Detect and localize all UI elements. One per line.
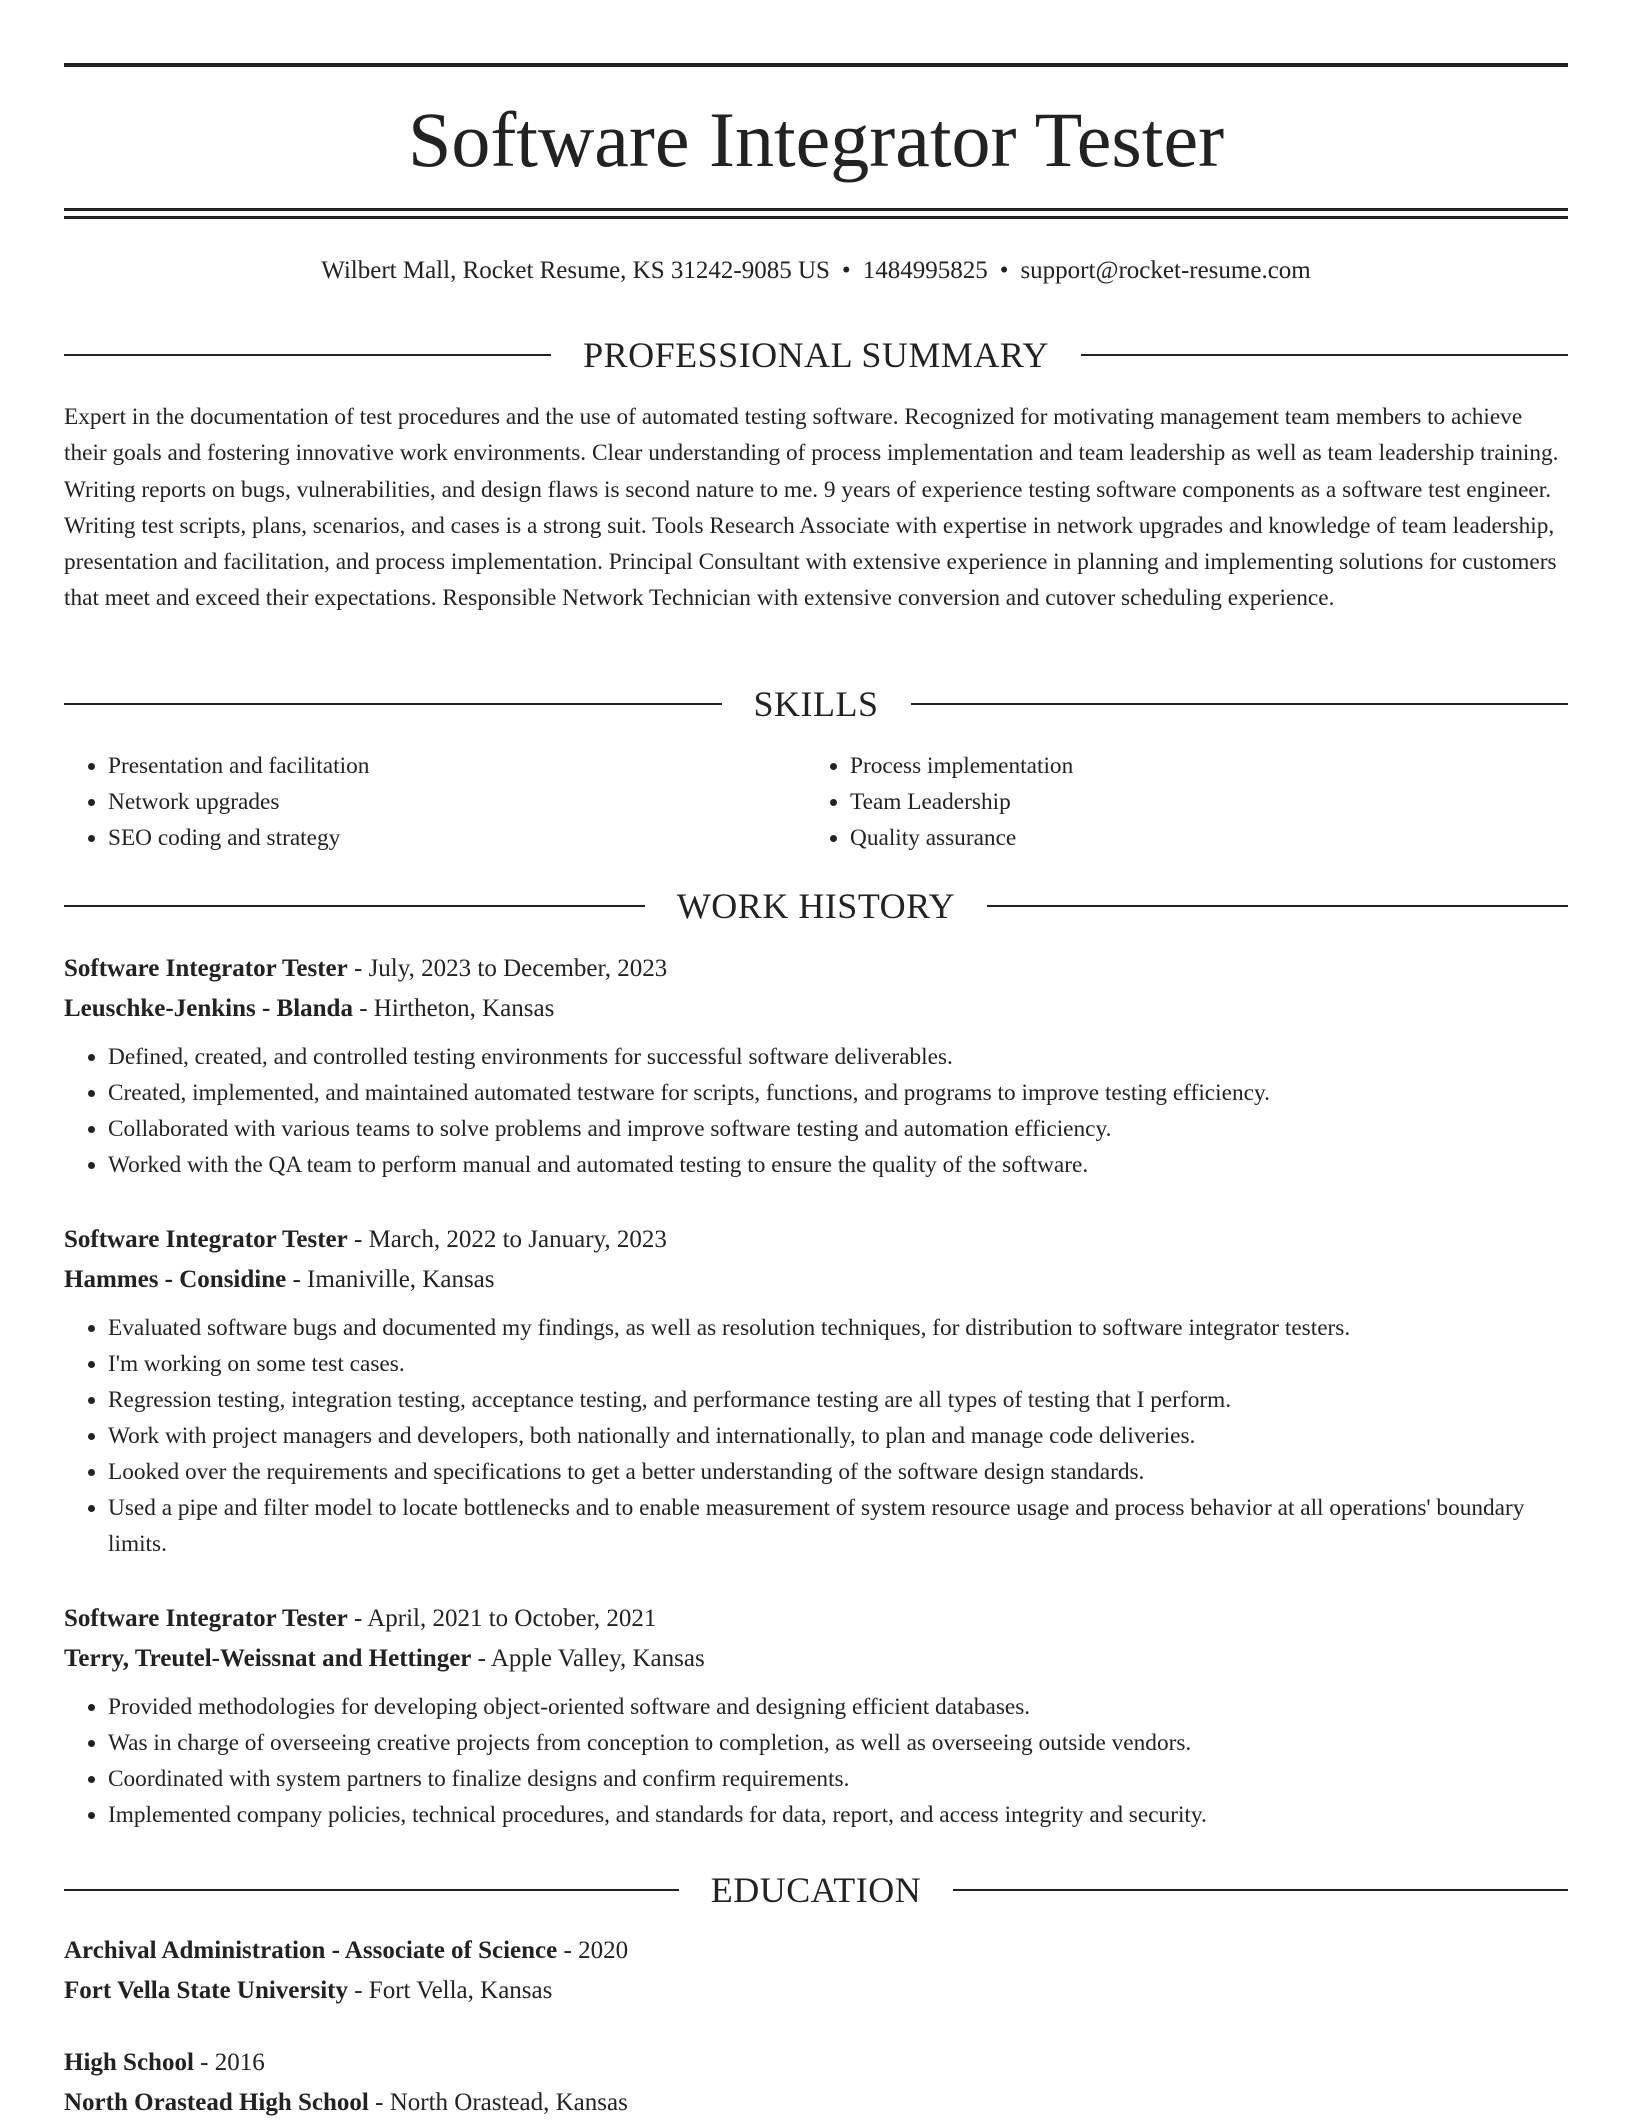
job-company: Hammes - Considine xyxy=(64,1266,287,1293)
job-bullets xyxy=(64,1310,1568,1562)
section-heading-skills xyxy=(64,679,1568,729)
job-company-line xyxy=(64,989,1568,1029)
job-bullet: • Created, implemented, and maintained automated testware for scripts, functions, and programs to improve testing efficiency. xyxy=(108,1075,1568,1111)
heading-rule xyxy=(64,905,645,907)
job-bullet: • Worked with the QA team to perform manual and automated testing to ensure the quality of the software. xyxy=(108,1147,1568,1183)
job-company: Terry, Treutel-Weissnat and Hettinger xyxy=(64,1645,472,1672)
contact-line xyxy=(0,253,1632,289)
job-bullets xyxy=(64,1689,1568,1833)
job-company-line xyxy=(64,1639,1568,1679)
education-degree: Archival Administration - Associate of Science xyxy=(64,1937,558,1964)
section-heading-summary xyxy=(64,330,1568,380)
job-title-line xyxy=(64,1599,1568,1639)
job-company-line xyxy=(64,1260,1568,1300)
education-entry xyxy=(64,2043,1568,2123)
job-title-line xyxy=(64,949,1568,989)
section-title: SKILLS xyxy=(753,684,879,724)
section-heading-education xyxy=(64,1865,1568,1915)
education-school: North Orastead High School xyxy=(64,2089,369,2116)
skill-item: • Quality assurance xyxy=(850,820,1548,856)
skills-column-left xyxy=(64,748,806,856)
skill-item: • Process implementation xyxy=(850,748,1548,784)
page-title: Software Integrator Tester xyxy=(407,96,1225,183)
education-degree: High School xyxy=(64,2049,194,2076)
section-title: PROFESSIONAL SUMMARY xyxy=(583,335,1049,375)
job-bullet: • Collaborated with various teams to solve problems and improve software testing and automation efficiency. xyxy=(108,1111,1568,1147)
job-location: - Imaniville, Kansas xyxy=(292,1266,495,1293)
contact-separator: • xyxy=(999,257,1009,284)
section-title: WORK HISTORY xyxy=(676,886,956,926)
job-bullet: • Was in charge of overseeing creative projects from conception to completion, as well as overseeing outside vendors. xyxy=(108,1725,1568,1761)
section-title: EDUCATION xyxy=(710,1870,922,1910)
heading-rule xyxy=(64,354,551,356)
education-entry xyxy=(64,1931,1568,2011)
education-location: - North Orastead, Kansas xyxy=(375,2089,628,2116)
skill-item: • SEO coding and strategy xyxy=(108,820,806,856)
job-entry xyxy=(64,949,1568,1183)
job-title-line xyxy=(64,1220,1568,1260)
education-degree-line xyxy=(64,2043,1568,2083)
contact-address: Wilbert Mall, Rocket Resume, KS 31242-9085 US xyxy=(321,257,830,284)
job-bullet: • Implemented company policies, technical procedures, and standards for data, report, and access integrity and security. xyxy=(108,1797,1568,1833)
job-title: Software Integrator Tester xyxy=(64,1226,348,1253)
education-school: Fort Vella State University xyxy=(64,1977,348,2004)
job-bullet: • Evaluated software bugs and documented my findings, as well as resolution techniques, for distribution to software integrator testers. xyxy=(108,1310,1568,1346)
top-rule xyxy=(64,63,1568,67)
heading-rule xyxy=(1081,354,1568,356)
job-dates: - March, 2022 to January, 2023 xyxy=(354,1226,667,1253)
summary-text: Expert in the documentation of test procedures and the use of automated testing software. Recognized for motivating management team members to achieve their goals and fostering innovative work environments. Clear understanding of process implementation and team leadership as well as team leadership training. Writing reports on bugs, vulnerabilities, and design flaws is second nature to me. 9 years of experience testing software components as a software test engineer. Writing test scripts, plans, scenarios, and cases is a strong suit. Tools Research Associate with expertise in network upgrades and knowledge of team leadership, presentation and facilitation, and process implementation. Principal Consultant with extensive experience in planning and implementing solutions for customers that meet and exceed their expectations. Responsible Network Technician with extensive conversion and cutover scheduling experience. xyxy=(64,404,1559,612)
skill-item: • Team Leadership xyxy=(850,784,1548,820)
contact-phone: 1484995825 xyxy=(862,257,988,284)
job-bullet: • Defined, created, and controlled testing environments for successful software deliverables. xyxy=(108,1039,1568,1075)
job-bullet: • Work with project managers and developers, both nationally and internationally, to plan and manage code deliveries. xyxy=(108,1418,1568,1454)
heading-rule xyxy=(953,1889,1568,1891)
education-degree-line xyxy=(64,1931,1568,1971)
job-location: - Hirtheton, Kansas xyxy=(359,995,555,1022)
skill-item: • Presentation and facilitation xyxy=(108,748,806,784)
contact-email: support@rocket-resume.com xyxy=(1020,257,1311,284)
job-bullet: • Used a pipe and filter model to locate bottlenecks and to enable measurement of system resource usage and process behavior at all operations' boundary limits. xyxy=(108,1490,1568,1562)
job-company: Leuschke-Jenkins - Blanda xyxy=(64,995,353,1022)
job-title: Software Integrator Tester xyxy=(64,1605,348,1632)
job-bullets xyxy=(64,1039,1568,1183)
job-title: Software Integrator Tester xyxy=(64,955,348,982)
job-bullet: • Provided methodologies for developing object-oriented software and designing efficient databases. xyxy=(108,1689,1568,1725)
title-underline-thick xyxy=(64,208,1568,211)
skills-list xyxy=(64,748,1568,856)
title-underline-thin xyxy=(64,216,1568,219)
job-location: - Apple Valley, Kansas xyxy=(477,1645,705,1672)
job-bullet: • Looked over the requirements and specifications to get a better understanding of the software design standards. xyxy=(108,1454,1568,1490)
job-entry xyxy=(64,1220,1568,1562)
heading-rule xyxy=(911,703,1569,705)
education-year: - 2020 xyxy=(563,1937,629,1964)
job-dates: - July, 2023 to December, 2023 xyxy=(354,955,668,982)
heading-rule xyxy=(64,703,722,705)
job-bullet: • Regression testing, integration testing, acceptance testing, and performance testing are all types of testing that I perform. xyxy=(108,1382,1568,1418)
heading-rule xyxy=(64,1889,679,1891)
skill-item: • Network upgrades xyxy=(108,784,806,820)
education-school-line xyxy=(64,2083,1568,2123)
job-dates: - April, 2021 to October, 2021 xyxy=(354,1605,657,1632)
heading-rule xyxy=(987,905,1568,907)
education-school-line xyxy=(64,1971,1568,2011)
section-heading-work xyxy=(64,881,1568,931)
education-year: - 2016 xyxy=(200,2049,265,2076)
skills-column-right xyxy=(806,748,1548,856)
job-bullet: • Coordinated with system partners to finalize designs and confirm requirements. xyxy=(108,1761,1568,1797)
education-location: - Fort Vella, Kansas xyxy=(354,1977,553,2004)
job-entry xyxy=(64,1599,1568,1833)
contact-separator: • xyxy=(841,257,851,284)
job-bullet: • I'm working on some test cases. xyxy=(108,1346,1568,1382)
